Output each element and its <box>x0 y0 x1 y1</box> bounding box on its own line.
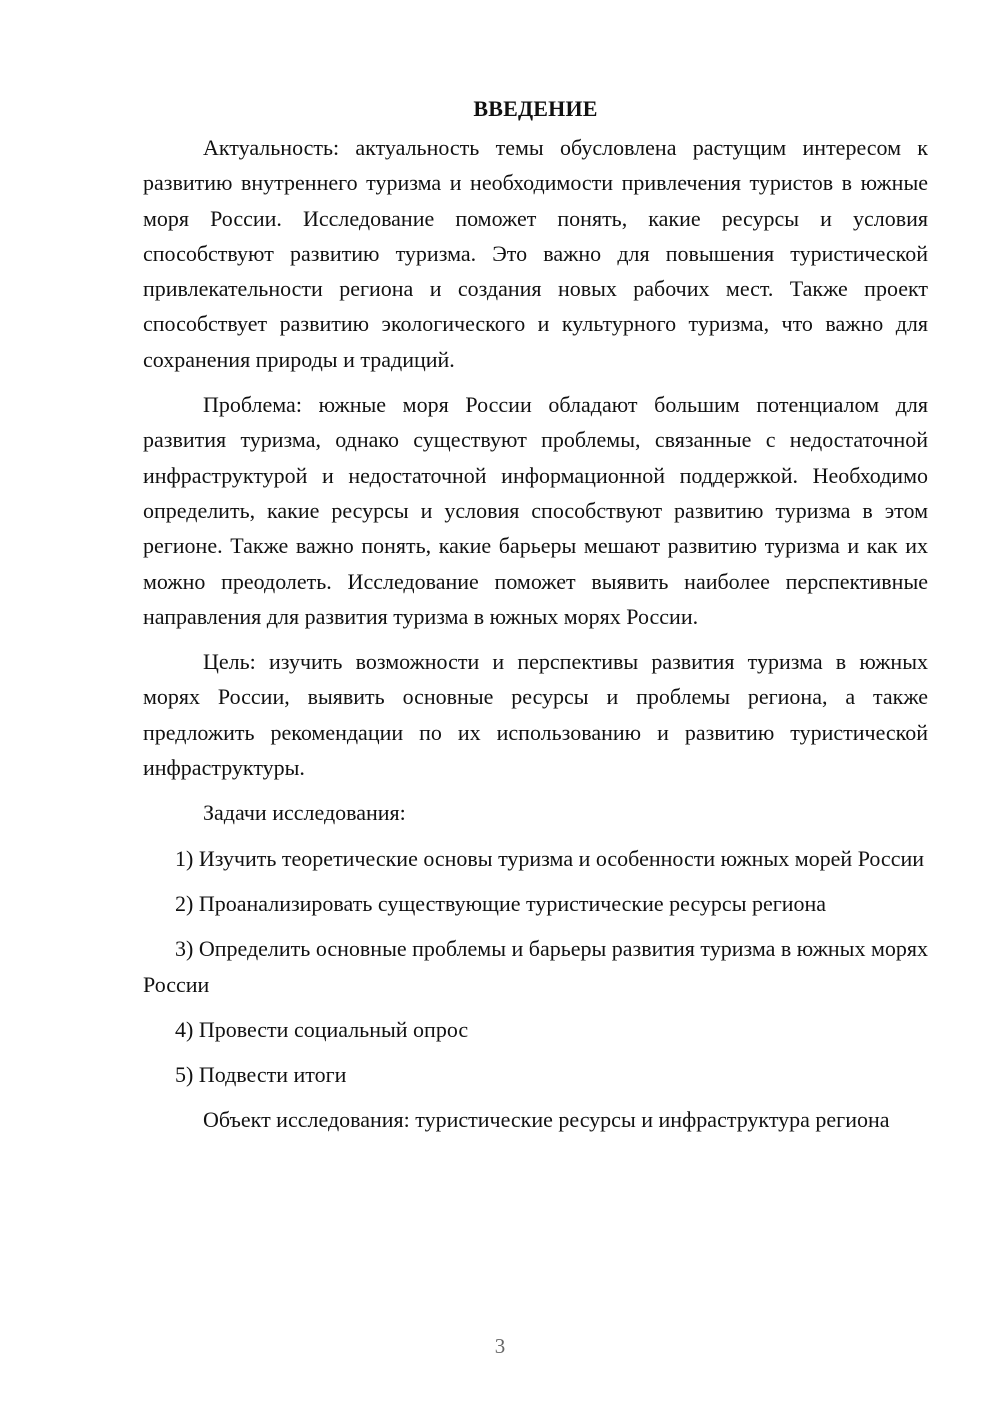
task-item-2: 2) Проанализировать существующие туристические ресурсы региона <box>175 890 827 916</box>
paragraph-goal: Цель: изучить возможности и перспективы развития туризма в южных морях России, выявить основные ресурсы и проблемы региона, а также предложить рекомендации по их использованию и развитию туристической инфраструктуры. <box>143 649 928 781</box>
tasks-heading: Задачи исследования: <box>203 800 406 826</box>
paragraph-relevance: Актуальность: актуальность темы обусловлена растущим интересом к развитию внутреннего туризма и необходимости привлечения туристов в южные моря России. Исследование поможет понять, какие ресурсы и условия способствуют развитию туризма. Это важно для повышения туристической привлекательности региона и создания новых рабочих мест. Также проект способствует развитию экологического и культурного туризма, что важно для сохранения природы и традиций. <box>143 135 928 372</box>
section-title: ВВЕДЕНИЕ <box>473 96 598 121</box>
paragraph-problem: Проблема: южные моря России обладают большим потенциалом для развития туризма, однако существуют проблемы, связанные с недостаточной инфраструктурой и недостаточной информационной поддержкой. Необходимо определить, какие ресурсы и условия способствуют развитию туризма в этом регионе. Также важно понять, какие барьеры мешают развитию туризма и как их можно преодолеть. Исследование поможет выявить наиболее перспективные направления для развития туризма в южных морях России. <box>143 392 928 629</box>
task-item-4: 4) Провести социальный опрос <box>175 1016 469 1042</box>
task-item-1: 1) Изучить теоретические основы туризма и особенности южных морей России <box>175 845 925 871</box>
task-item-5: 5) Подвести итоги <box>175 1062 347 1088</box>
page-number: 3 <box>494 1334 506 1358</box>
task-item-3: 3) Определить основные проблемы и барьеры развития туризма в южных морях России <box>143 936 928 997</box>
paragraph-object: Объект исследования: туристические ресурсы и инфраструктура региона <box>203 1107 890 1133</box>
page-content <box>143 92 928 1148</box>
